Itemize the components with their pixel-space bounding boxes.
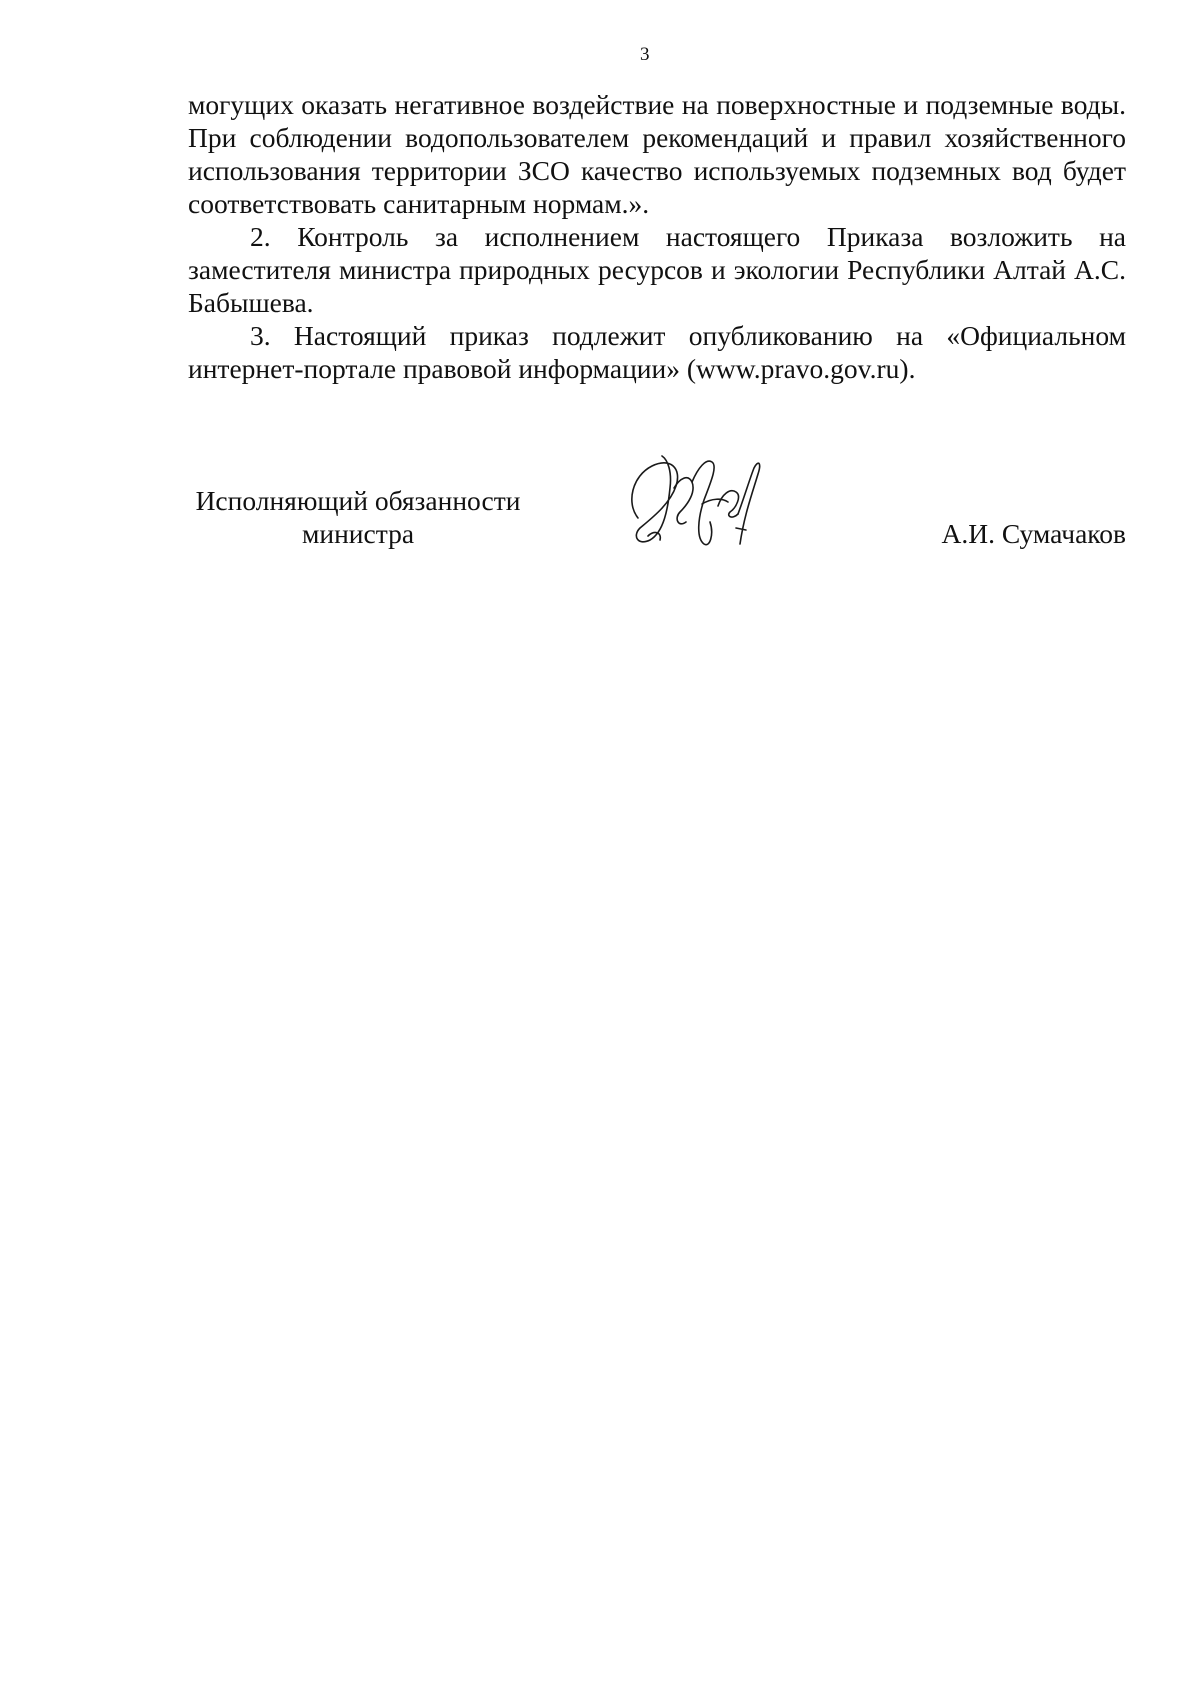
signatory-name: А.И. Сумачаков xyxy=(941,518,1126,549)
signatory-position-line1: Исполняющий обязанности xyxy=(195,485,521,516)
signatory-position xyxy=(188,484,528,550)
paragraph-item-3: 3. Настоящий приказ подлежит опубликованию на «Официальном интернет-портале правовой информации» (www.pravo.gov.ru). xyxy=(188,320,1126,384)
signatory-position-line2: министра xyxy=(301,518,415,549)
handwritten-signature xyxy=(618,448,778,560)
signature-block xyxy=(188,476,1126,566)
paragraph-continuation: могущих оказать негативное воздействие на поверхностные и подземные воды. При соблюдении водопользователем рекомендаций и правил хозяйственного использования территории ЗСО качество используемых подземных вод будет соответствовать санитарным нормам.». xyxy=(188,89,1126,219)
document-body xyxy=(188,88,1126,385)
page-number: 3 xyxy=(640,44,650,65)
paragraph-item-2: 2. Контроль за исполнением настоящего Приказа возложить на заместителя министра природных ресурсов и экологии Республики Алтай А.С. Бабышева. xyxy=(188,221,1126,318)
